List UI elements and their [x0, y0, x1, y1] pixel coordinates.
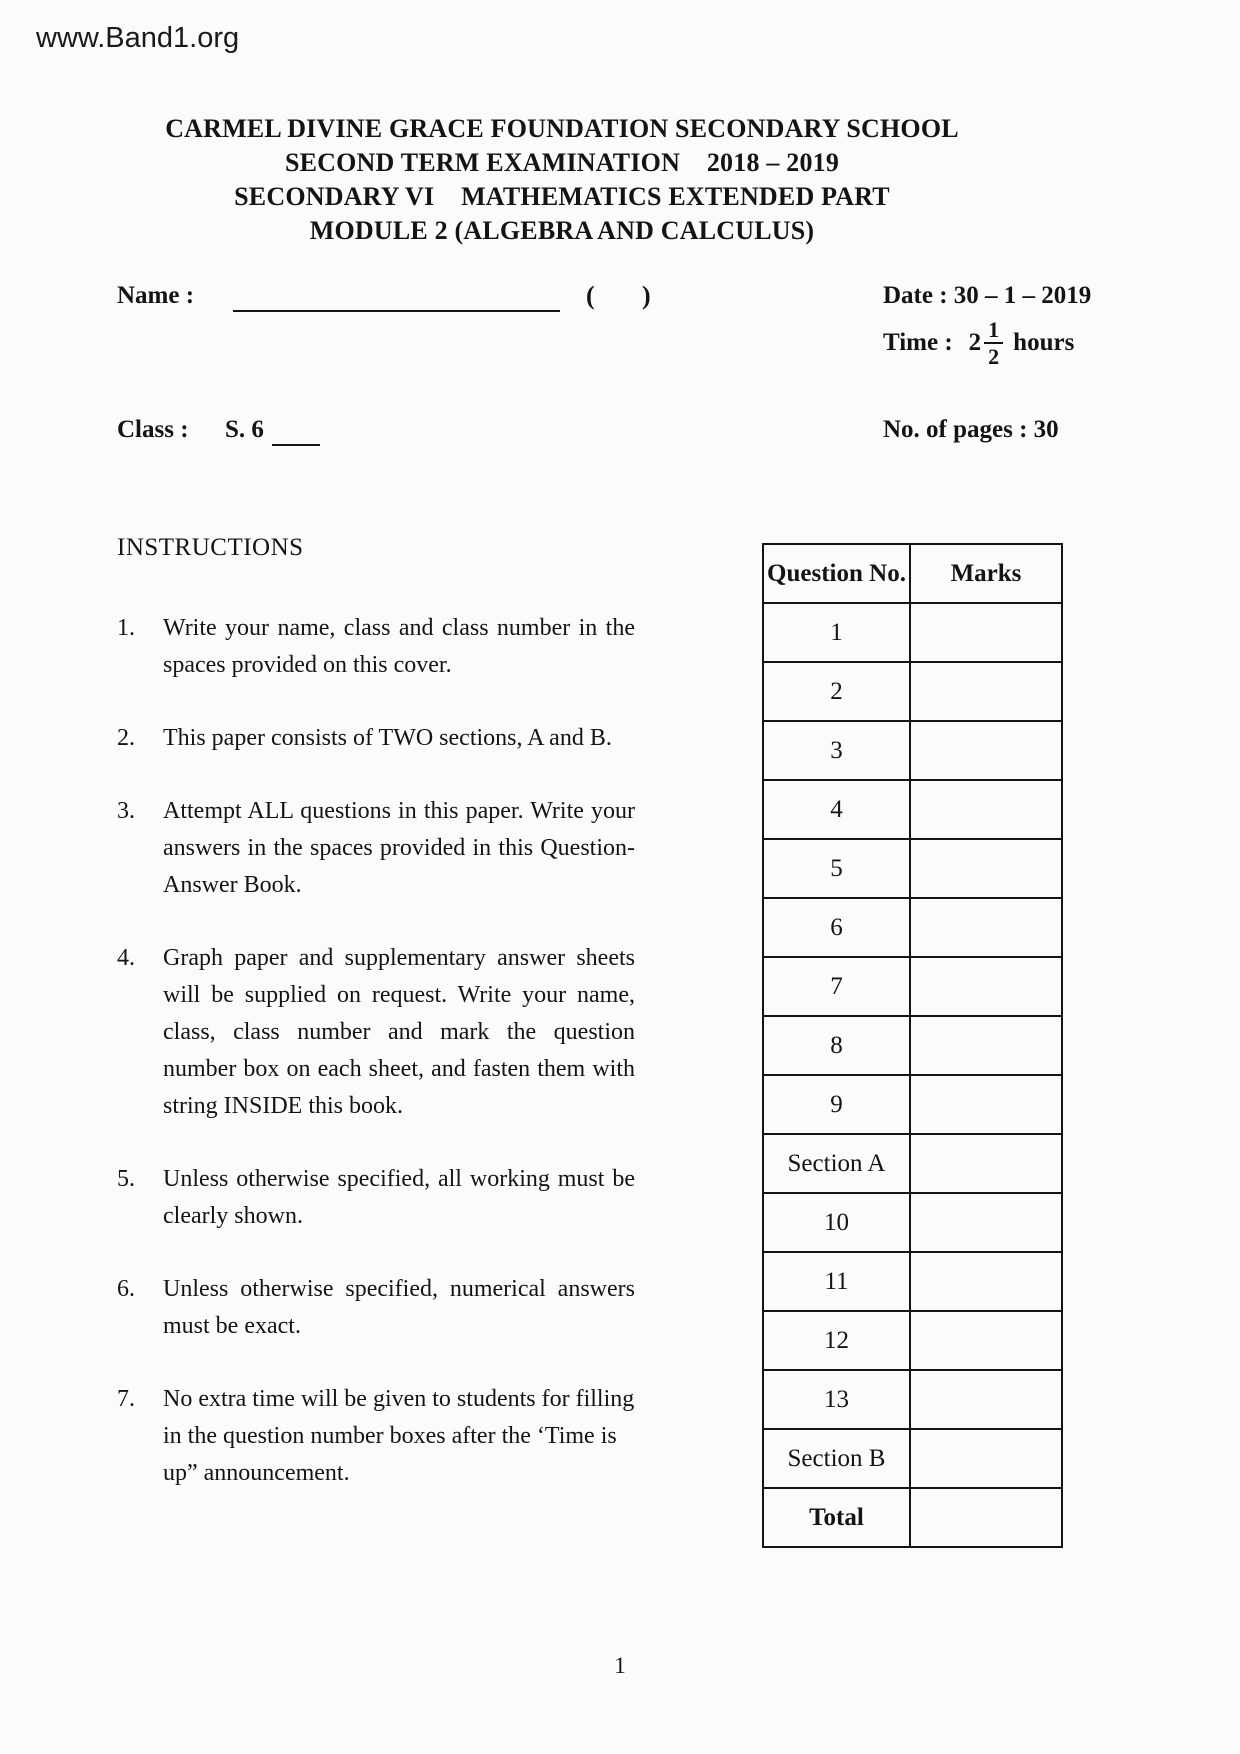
question-no-cell: 10 [763, 1193, 910, 1252]
table-row [763, 1252, 1062, 1311]
instruction-number: 4. [117, 945, 135, 971]
marks-cell [910, 1488, 1062, 1547]
instruction-number: 6. [117, 1276, 135, 1302]
table-row [763, 1193, 1062, 1252]
instruction-item [117, 1381, 635, 1492]
marks-cell [910, 898, 1062, 957]
table-row-section-a [763, 1134, 1062, 1193]
page-number: 1 [614, 1653, 626, 1678]
marks-cell [910, 780, 1062, 839]
level-subject: SECONDARY VI MATHEMATICS EXTENDED PART [234, 182, 890, 211]
time-fraction [984, 318, 1003, 368]
question-no-cell: 1 [763, 603, 910, 662]
watermark-band1: www.Band1.org [36, 22, 240, 54]
date-value: Date : 30 – 1 – 2019 [883, 282, 1092, 309]
name-label: Name : [117, 282, 195, 309]
question-no-cell: 4 [763, 780, 910, 839]
instruction-item [117, 610, 635, 684]
question-no-cell: 8 [763, 1016, 910, 1075]
question-no-cell: 3 [763, 721, 910, 780]
table-row [763, 839, 1062, 898]
marks-cell [910, 1429, 1062, 1488]
fraction-denominator: 2 [988, 344, 1000, 370]
marks-cell [910, 1134, 1062, 1193]
table-header-row [763, 544, 1062, 603]
marks-cell [910, 1193, 1062, 1252]
instruction-item [117, 940, 635, 1125]
marks-cell [910, 1075, 1062, 1134]
instructions-heading: INSTRUCTIONS [117, 534, 304, 561]
instruction-number: 7. [117, 1386, 135, 1412]
marks-cell [910, 662, 1062, 721]
marks-cell [910, 603, 1062, 662]
pages-count: No. of pages : 30 [883, 416, 1059, 443]
class-number-paren-close: ) [642, 281, 651, 310]
instruction-text: Unless otherwise specified, numerical answers must be exact. [163, 1276, 635, 1339]
instruction-number: 2. [117, 725, 135, 751]
instruction-number: 1. [117, 615, 135, 641]
question-no-cell: 7 [763, 957, 910, 1016]
instruction-item [117, 1161, 635, 1235]
instruction-text: Graph paper and supplementary answer sheets will be supplied on request. Write your name, class, class number and mark the question number box on each sheet, and fasten them with string INSIDE this book. [163, 945, 635, 1119]
table-row [763, 1311, 1062, 1370]
question-no-cell: 6 [763, 898, 910, 957]
instructions-list [117, 610, 635, 1528]
class-blank-line [272, 418, 320, 446]
instruction-text: Attempt ALL questions in this paper. Write your answers in the spaces provided in this Question-Answer Book. [163, 798, 635, 898]
table-row-section-b [763, 1429, 1062, 1488]
table-row [763, 1016, 1062, 1075]
instruction-item [117, 793, 635, 904]
table-row [763, 721, 1062, 780]
instruction-text: No extra time will be given to students for filling in the question number boxes after the ‘Time is up” announcement. [163, 1386, 635, 1486]
table-row [763, 1370, 1062, 1429]
question-no-cell: Section A [763, 1134, 910, 1193]
marks-cell [910, 957, 1062, 1016]
marks-cell [910, 1016, 1062, 1075]
column-header-marks: Marks [910, 544, 1062, 603]
class-label: Class : [117, 416, 189, 443]
table-row [763, 780, 1062, 839]
marks-cell [910, 839, 1062, 898]
title-block [117, 112, 1007, 248]
table-row [763, 603, 1062, 662]
fraction-numerator: 1 [984, 318, 1003, 344]
time-label: Time : [883, 329, 953, 357]
school-name: CARMEL DIVINE GRACE FOUNDATION SECONDARY SCHOOL [165, 114, 959, 143]
time-whole-number: 2 [968, 329, 982, 357]
question-no-cell: 12 [763, 1311, 910, 1370]
instruction-item [117, 720, 635, 757]
question-no-cell: 13 [763, 1370, 910, 1429]
instruction-number: 5. [117, 1166, 135, 1192]
column-header-question-no: Question No. [763, 544, 910, 603]
class-value: S. 6 [225, 416, 264, 443]
instruction-text: Unless otherwise specified, all working must be clearly shown. [163, 1166, 635, 1229]
time-row [883, 318, 1074, 368]
instruction-number: 3. [117, 798, 135, 824]
instruction-text: Write your name, class and class number in the spaces provided on this cover. [163, 615, 635, 678]
question-no-cell: 2 [763, 662, 910, 721]
instruction-item [117, 1271, 635, 1345]
exam-title: SECOND TERM EXAMINATION 2018 – 2019 [284, 148, 840, 177]
question-no-cell: 11 [763, 1252, 910, 1311]
marks-cell [910, 721, 1062, 780]
table-row [763, 898, 1062, 957]
total-label-cell: Total [763, 1488, 910, 1547]
time-unit: hours [1013, 329, 1075, 357]
table-row [763, 957, 1062, 1016]
table-row [763, 662, 1062, 721]
marks-cell [910, 1370, 1062, 1429]
module-title: MODULE 2 (ALGEBRA AND CALCULUS) [309, 216, 815, 245]
instruction-text: This paper consists of TWO sections, A and B. [163, 725, 612, 751]
name-blank-line [233, 282, 560, 312]
marks-cell [910, 1311, 1062, 1370]
marks-cell [910, 1252, 1062, 1311]
question-no-cell: 9 [763, 1075, 910, 1134]
class-number-paren-open: ( [586, 281, 595, 310]
question-no-cell: 5 [763, 839, 910, 898]
table-row [763, 1075, 1062, 1134]
marks-table [762, 543, 1063, 1548]
question-no-cell: Section B [763, 1429, 910, 1488]
table-row-total [763, 1488, 1062, 1547]
